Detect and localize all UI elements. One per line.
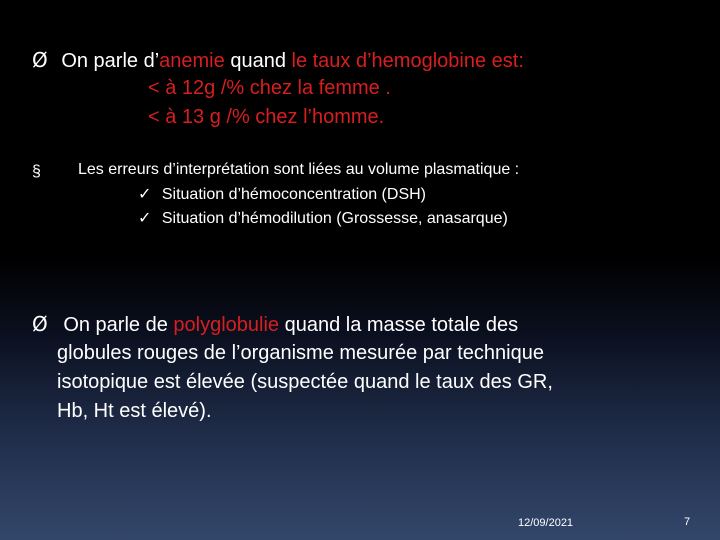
- errors-item-text: Situation d’hémodilution (Grossesse, anasarque): [161, 210, 508, 227]
- check-icon: ✓: [138, 208, 152, 227]
- polyglobulie-line-1: [32, 310, 518, 340]
- polyglobulie-intro: On parle de: [63, 314, 174, 336]
- errors-text: Les erreurs d’interprétation sont liées au volume plasmatique :: [78, 161, 520, 178]
- square-bullet-icon: §: [32, 163, 41, 180]
- arrow-bullet-icon: Ø: [32, 312, 48, 336]
- anemia-term: anemie: [159, 50, 225, 72]
- polyglobulie-term: polyglobulie: [173, 314, 280, 336]
- polyglobulie-line-3: isotopique est élevée (suspectée quand le taux des GR,: [57, 371, 553, 393]
- anemia-men-threshold: < à 13 g /% chez l’homme.: [148, 106, 385, 128]
- polyglobulie-line-4: Hb, Ht est élevé).: [57, 400, 212, 422]
- check-icon: ✓: [138, 184, 152, 203]
- errors-item-text: Situation d’hémoconcentration (DSH): [161, 186, 426, 203]
- errors-item: [138, 184, 426, 204]
- slide-number: 7: [684, 516, 691, 528]
- slide-date: 12/09/2021: [518, 517, 574, 529]
- polyglobulie-line-2: globules rouges de l’organisme mesurée par technique: [57, 342, 544, 364]
- polyglobulie-line1-rest: quand la masse totale des: [279, 314, 519, 336]
- anemia-line: [32, 48, 524, 73]
- anemia-condition: le taux d’hemoglobine est:: [291, 50, 524, 72]
- arrow-bullet-icon: Ø: [32, 48, 48, 72]
- anemia-women-threshold: < à 12g /% chez la femme .: [148, 77, 391, 99]
- anemia-intro-b: quand: [224, 50, 292, 72]
- anemia-intro-a: On parle d’: [61, 50, 160, 72]
- errors-item: [138, 208, 508, 228]
